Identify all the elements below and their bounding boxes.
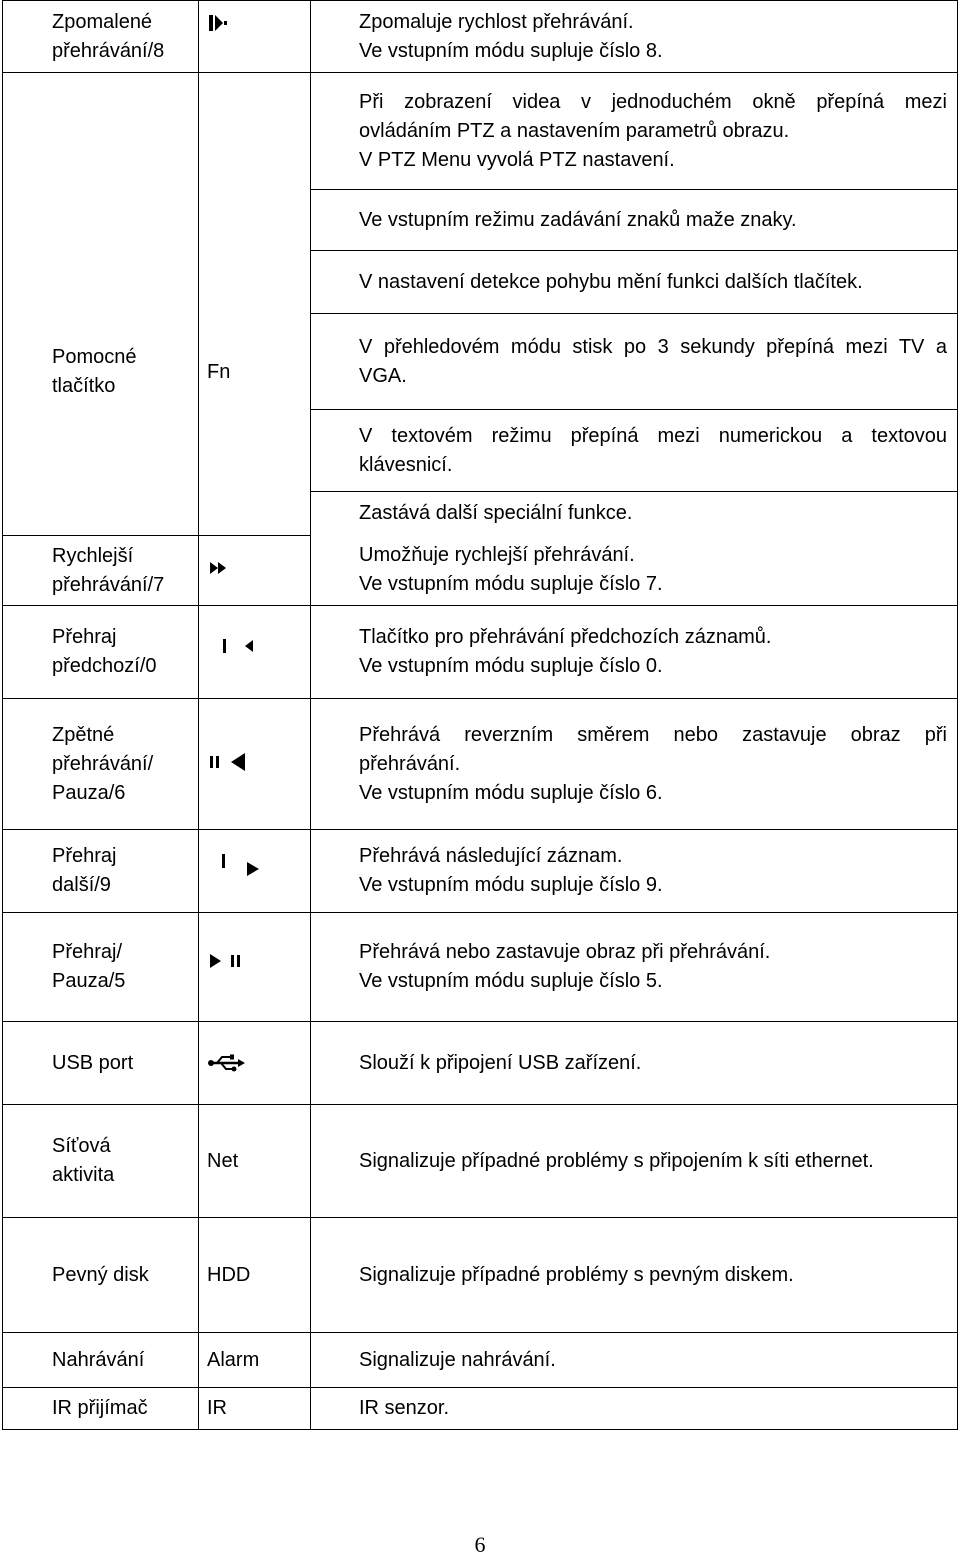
key-cell bbox=[199, 536, 311, 606]
function-name-line: Přehraj bbox=[52, 626, 117, 648]
description-line: Ve vstupním módu supluje číslo 6. bbox=[359, 781, 663, 804]
description-line: Ve vstupním módu supluje číslo 5. bbox=[359, 970, 663, 992]
function-name-cell bbox=[3, 1022, 199, 1105]
description-cell bbox=[311, 1105, 958, 1218]
description-line: VGA. bbox=[359, 364, 407, 387]
table-row bbox=[3, 1022, 958, 1105]
key-cell bbox=[199, 73, 311, 536]
reverse-pause-icon bbox=[207, 751, 249, 773]
description-cell bbox=[311, 699, 958, 830]
description-line: V textovém režimu přepíná mezi numerickou a textovou bbox=[359, 424, 947, 447]
description-line: Zastává další speciální funkce. bbox=[359, 502, 633, 525]
description-line: Tlačítko pro přehrávání předchozích záznamů. bbox=[359, 626, 772, 648]
description-line: Signalizuje případné problémy s pevným diskem. bbox=[359, 1263, 794, 1286]
description-line: IR senzor. bbox=[359, 1397, 450, 1419]
table-row bbox=[3, 1218, 958, 1333]
function-name-line: Pauza/6 bbox=[52, 781, 126, 804]
description-line: V nastavení detekce pohybu mění funkci dalších tlačítek. bbox=[359, 270, 863, 293]
function-name-cell bbox=[3, 913, 199, 1022]
description-line: Zpomaluje rychlost přehrávání. bbox=[359, 10, 634, 33]
key-cell bbox=[199, 830, 311, 913]
key-cell bbox=[199, 699, 311, 830]
key-cell bbox=[199, 606, 311, 699]
function-name-cell bbox=[3, 536, 199, 606]
next-icon bbox=[207, 852, 267, 882]
description-line: Ve vstupním módu supluje číslo 7. bbox=[359, 573, 663, 596]
description-cell bbox=[311, 913, 958, 1022]
description-line: V PTZ Menu vyvolá PTZ nastavení. bbox=[359, 148, 675, 171]
key-label: Alarm bbox=[207, 1348, 260, 1371]
key-cell bbox=[199, 913, 311, 1022]
function-name-cell bbox=[3, 1, 199, 73]
function-name-line: aktivita bbox=[52, 1164, 115, 1186]
description-line: Umožňuje rychlejší přehrávání. bbox=[359, 544, 635, 567]
key-cell bbox=[199, 1022, 311, 1105]
function-name-cell bbox=[3, 606, 199, 699]
key-cell bbox=[199, 1388, 311, 1430]
description-cell bbox=[311, 1388, 958, 1430]
fast-forward-icon bbox=[207, 558, 231, 578]
description-line: Ve vstupním módu supluje číslo 9. bbox=[359, 874, 663, 896]
function-name-line: Zpětné bbox=[52, 723, 115, 746]
table-row bbox=[3, 1, 958, 73]
key-label: IR bbox=[207, 1397, 227, 1419]
function-name-line: Zpomalené bbox=[52, 10, 153, 33]
function-name-line: Pomocné bbox=[52, 346, 137, 368]
function-name-line: tlačítko bbox=[52, 375, 116, 397]
description-line: Přehrává následující záznam. bbox=[359, 845, 623, 867]
function-name-cell bbox=[3, 73, 199, 536]
function-name-line: Pauza/5 bbox=[52, 970, 126, 992]
table-row bbox=[3, 699, 958, 830]
key-cell bbox=[199, 1, 311, 73]
table-row bbox=[3, 73, 958, 190]
function-name-line: IR přijímač bbox=[52, 1397, 148, 1419]
page-number: 6 bbox=[474, 1532, 486, 1557]
function-name-line: USB port bbox=[52, 1051, 134, 1074]
function-name-line: Přehraj/ bbox=[52, 941, 123, 963]
description-line: Slouží k připojení USB zařízení. bbox=[359, 1051, 642, 1074]
function-name-line: předchozí/0 bbox=[52, 655, 157, 677]
description-cell bbox=[311, 314, 958, 410]
function-name-line: přehrávání/7 bbox=[52, 573, 165, 596]
key-label: HDD bbox=[207, 1263, 251, 1286]
key-cell bbox=[199, 1105, 311, 1218]
description-line: Přehrává nebo zastavuje obraz při přehrávání. bbox=[359, 941, 771, 963]
description-line: Ve vstupním módu supluje číslo 0. bbox=[359, 655, 663, 677]
slow-play-icon bbox=[207, 12, 231, 34]
table-row bbox=[3, 913, 958, 1022]
description-line: Ve vstupním režimu zadávání znaků maže znaky. bbox=[359, 208, 797, 231]
function-name-line: Rychlejší bbox=[52, 544, 134, 567]
function-name-line: další/9 bbox=[52, 874, 111, 896]
description-cell bbox=[311, 190, 958, 251]
description-cell bbox=[311, 410, 958, 492]
table-row bbox=[3, 830, 958, 913]
description-cell bbox=[311, 1333, 958, 1388]
function-name-cell bbox=[3, 1218, 199, 1333]
function-name-cell bbox=[3, 1333, 199, 1388]
key-label: Net bbox=[207, 1149, 239, 1172]
description-cell bbox=[311, 606, 958, 699]
function-name-line: Přehraj bbox=[52, 845, 117, 867]
function-name-line: Pevný disk bbox=[52, 1263, 149, 1286]
key-cell bbox=[199, 1218, 311, 1333]
function-name-line: Síťová bbox=[52, 1135, 111, 1157]
function-name-cell bbox=[3, 1388, 199, 1430]
description-cell bbox=[311, 1218, 958, 1333]
description-cell bbox=[311, 536, 958, 606]
table-row bbox=[3, 536, 958, 606]
table-row bbox=[3, 1105, 958, 1218]
key-cell bbox=[199, 1333, 311, 1388]
function-name-line: přehrávání/ bbox=[52, 752, 154, 775]
play-pause-icon bbox=[207, 950, 249, 972]
description-line: Signalizuje nahrávání. bbox=[359, 1348, 556, 1371]
function-name-cell bbox=[3, 699, 199, 830]
table-row bbox=[3, 1388, 958, 1430]
description-cell bbox=[311, 1, 958, 73]
description-line: Přehrává reverzním směrem nebo zastavuje obraz při bbox=[359, 723, 947, 746]
function-name-line: přehrávání/8 bbox=[52, 39, 165, 62]
description-line: Ve vstupním módu supluje číslo 8. bbox=[359, 39, 663, 62]
description-cell bbox=[311, 73, 958, 190]
description-line: ovládáním PTZ a nastavením parametrů obrazu. bbox=[359, 119, 790, 142]
table-row bbox=[3, 606, 958, 699]
description-line: Při zobrazení videa v jednoduchém okně přepíná mezi bbox=[359, 90, 947, 113]
usb-icon bbox=[207, 1053, 247, 1073]
description-line: přehrávání. bbox=[359, 752, 461, 775]
description-line: Signalizuje případné problémy s připojením k síti ethernet. bbox=[359, 1149, 874, 1172]
description-cell bbox=[311, 830, 958, 913]
key-label: Fn bbox=[207, 361, 231, 383]
previous-icon bbox=[215, 636, 261, 656]
description-cell bbox=[311, 492, 958, 536]
table-row bbox=[3, 1333, 958, 1388]
description-cell bbox=[311, 251, 958, 314]
description-line: V přehledovém módu stisk po 3 sekundy přepíná mezi TV a bbox=[359, 335, 947, 358]
function-name-line: Nahrávání bbox=[52, 1348, 145, 1371]
function-table bbox=[2, 0, 958, 1430]
description-line: klávesnicí. bbox=[359, 453, 453, 476]
function-name-cell bbox=[3, 830, 199, 913]
description-cell bbox=[311, 1022, 958, 1105]
function-name-cell bbox=[3, 1105, 199, 1218]
